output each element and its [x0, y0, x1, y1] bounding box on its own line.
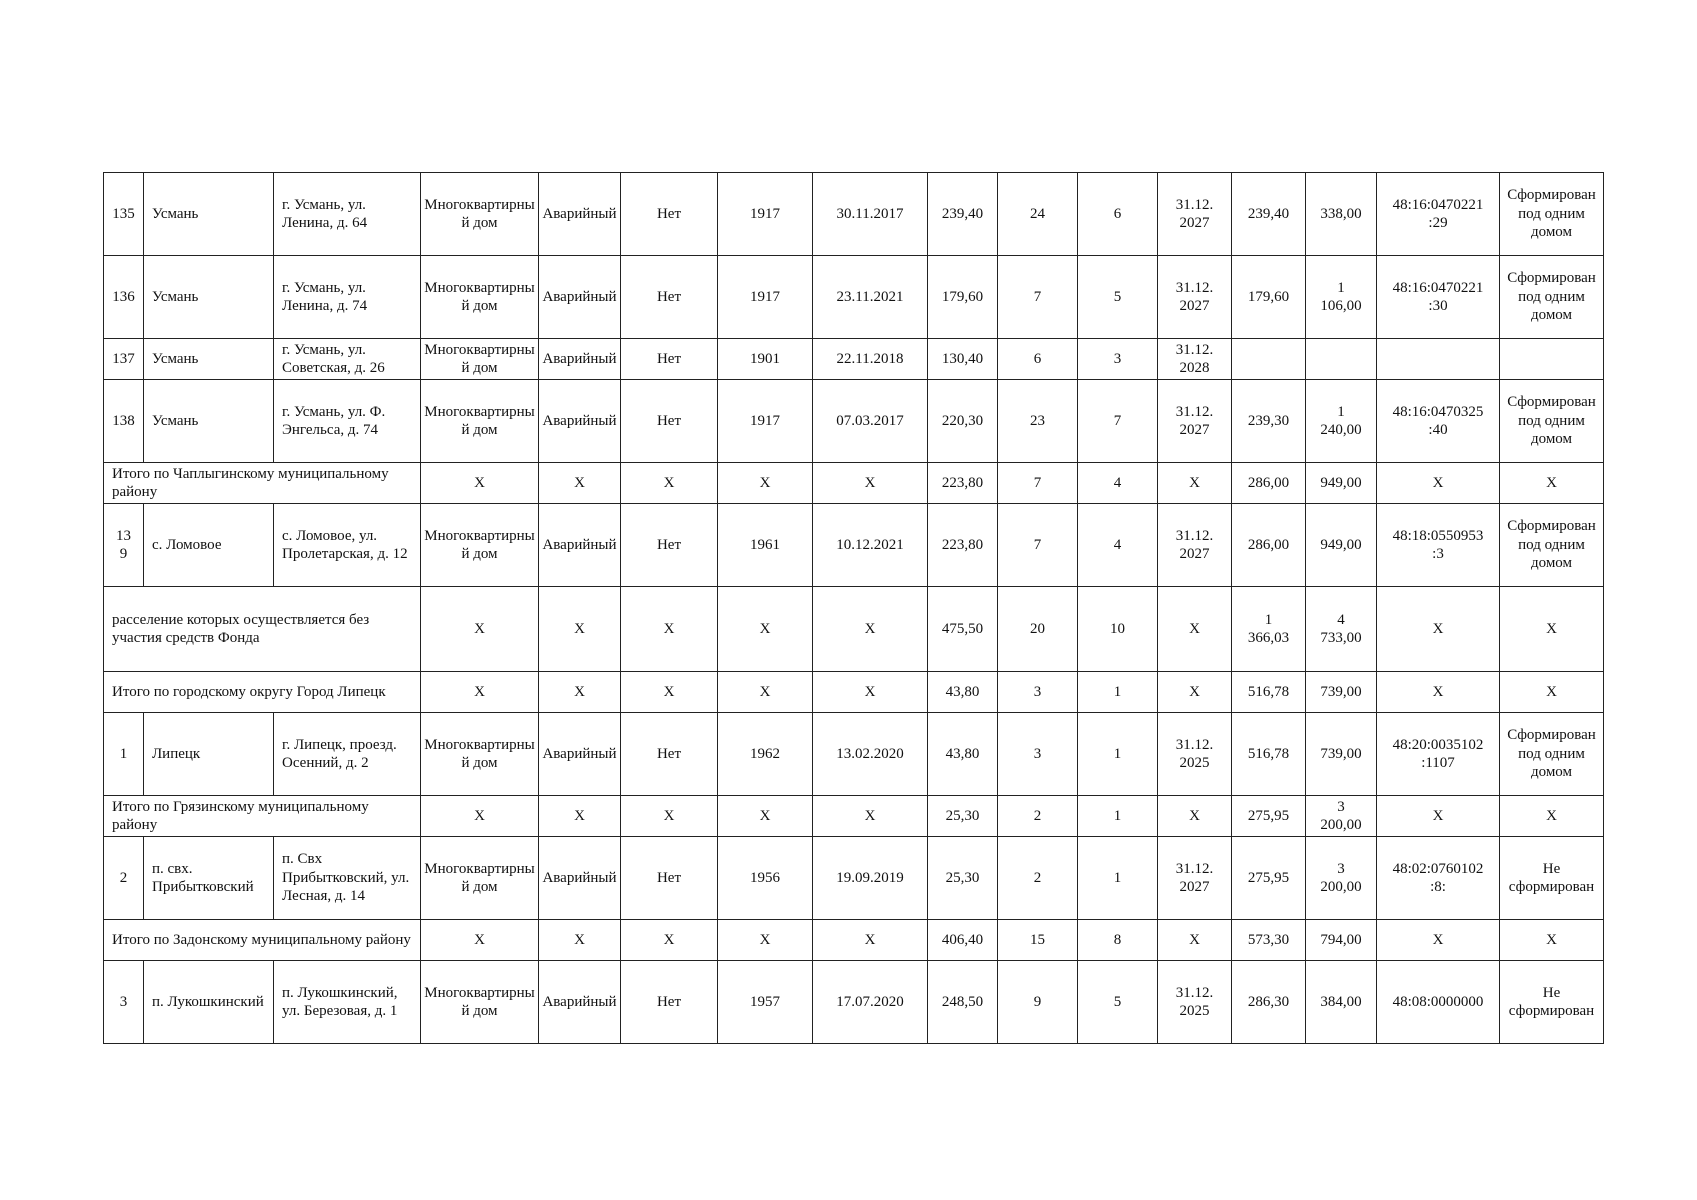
- cell-cadastre: 48:16:0470221 :29: [1377, 173, 1500, 256]
- cell-cadastre: X: [1377, 587, 1500, 672]
- cell-deadline: X: [1158, 796, 1232, 837]
- table-row: [104, 256, 1604, 339]
- cell-house-type: Многоквартирный дом: [421, 961, 539, 1044]
- cell-deadline: X: [1158, 587, 1232, 672]
- cell-date: 22.11.2018: [813, 339, 928, 380]
- cell-area: 25,30: [928, 837, 998, 920]
- total-label: Итого по Задонскому муниципальному району: [104, 920, 421, 961]
- cell-rooms: 5: [1078, 256, 1158, 339]
- cell-area: 43,80: [928, 713, 998, 796]
- cell-deadline: 31.12. 2028: [1158, 339, 1232, 380]
- cell-address: г. Усмань, ул. Ленина, д. 74: [274, 256, 421, 339]
- cell-deadline: 31.12. 2027: [1158, 173, 1232, 256]
- cell-house-type: Многоквартирный дом: [421, 339, 539, 380]
- cell-settlement: Усмань: [144, 380, 274, 463]
- cell-number: 3: [104, 961, 144, 1044]
- cell-settlement: Усмань: [144, 256, 274, 339]
- cell-address: г. Усмань, ул. Ф. Энгельса, д. 74: [274, 380, 421, 463]
- cell-date: 10.12.2021: [813, 504, 928, 587]
- cell-flag: Нет: [621, 173, 718, 256]
- cell-condition: Аварийный: [539, 837, 621, 920]
- cell-status: X: [1500, 796, 1604, 837]
- cell-people: 7: [998, 463, 1078, 504]
- cell-x: X: [421, 587, 539, 672]
- cell-cadastre: X: [1377, 920, 1500, 961]
- cell-x: X: [421, 796, 539, 837]
- cell-area2: 179,60: [1232, 256, 1306, 339]
- cell-flag: Нет: [621, 339, 718, 380]
- cell-flag: Нет: [621, 837, 718, 920]
- cell-settlement: с. Ломовое: [144, 504, 274, 587]
- total-row: [104, 796, 1604, 837]
- cell-year: 1957: [718, 961, 813, 1044]
- cell-people: 7: [998, 504, 1078, 587]
- cell-area2: 516,78: [1232, 672, 1306, 713]
- cell-date: 13.02.2020: [813, 713, 928, 796]
- table-body: [104, 173, 1604, 1044]
- cell-condition: Аварийный: [539, 339, 621, 380]
- cell-house-type: Многоквартирный дом: [421, 713, 539, 796]
- cell-status: X: [1500, 463, 1604, 504]
- total-row: [104, 672, 1604, 713]
- cell-year: 1917: [718, 173, 813, 256]
- cell-condition: Аварийный: [539, 173, 621, 256]
- cell-settlement: Усмань: [144, 173, 274, 256]
- cell-settlement: п. Лукошкинский: [144, 961, 274, 1044]
- cell-x: X: [539, 920, 621, 961]
- total-label: Итого по городскому округу Город Липецк: [104, 672, 421, 713]
- cell-status: X: [1500, 587, 1604, 672]
- cell-cost: 1 240,00: [1306, 380, 1377, 463]
- cell-area2: 275,95: [1232, 837, 1306, 920]
- cell-x: X: [813, 463, 928, 504]
- cell-date: 17.07.2020: [813, 961, 928, 1044]
- cell-settlement: Усмань: [144, 339, 274, 380]
- cell-x: X: [621, 672, 718, 713]
- cell-flag: Нет: [621, 256, 718, 339]
- cell-cadastre: X: [1377, 796, 1500, 837]
- cell-address: г. Усмань, ул. Ленина, д. 64: [274, 173, 421, 256]
- cell-deadline: 31.12. 2027: [1158, 256, 1232, 339]
- cell-people: 24: [998, 173, 1078, 256]
- cell-cadastre: 48:08:0000000: [1377, 961, 1500, 1044]
- cell-rooms: 8: [1078, 920, 1158, 961]
- cell-area: 179,60: [928, 256, 998, 339]
- cell-x: X: [539, 796, 621, 837]
- cell-flag: Нет: [621, 961, 718, 1044]
- cell-x: X: [718, 672, 813, 713]
- cell-address: п. Лукошкинский, ул. Березовая, д. 1: [274, 961, 421, 1044]
- cell-area2: 286,30: [1232, 961, 1306, 1044]
- cell-x: X: [621, 463, 718, 504]
- cell-area2: 516,78: [1232, 713, 1306, 796]
- cell-year: 1901: [718, 339, 813, 380]
- cell-area: 130,40: [928, 339, 998, 380]
- cell-number: 136: [104, 256, 144, 339]
- table-row: [104, 713, 1604, 796]
- cell-x: X: [539, 463, 621, 504]
- cell-condition: Аварийный: [539, 961, 621, 1044]
- cell-area2: 239,30: [1232, 380, 1306, 463]
- cell-cost: 794,00: [1306, 920, 1377, 961]
- total-row: [104, 463, 1604, 504]
- cell-people: 2: [998, 837, 1078, 920]
- cell-area: 220,30: [928, 380, 998, 463]
- total-row: [104, 587, 1604, 672]
- cell-year: 1962: [718, 713, 813, 796]
- cell-year: 1961: [718, 504, 813, 587]
- cell-date: 07.03.2017: [813, 380, 928, 463]
- cell-x: X: [813, 796, 928, 837]
- cell-address: с. Ломовое, ул. Пролетарская, д. 12: [274, 504, 421, 587]
- cell-condition: Аварийный: [539, 504, 621, 587]
- total-label: расселение которых осуществляется без участия средств Фонда: [104, 587, 421, 672]
- cell-people: 7: [998, 256, 1078, 339]
- cell-status: Сформирован под одним домом: [1500, 173, 1604, 256]
- cell-area: 223,80: [928, 463, 998, 504]
- cell-rooms: 10: [1078, 587, 1158, 672]
- total-row: [104, 920, 1604, 961]
- cell-deadline: X: [1158, 920, 1232, 961]
- cell-status: Не сформирован: [1500, 961, 1604, 1044]
- table-row: [104, 837, 1604, 920]
- cell-x: X: [421, 463, 539, 504]
- cell-year: 1956: [718, 837, 813, 920]
- cell-date: 19.09.2019: [813, 837, 928, 920]
- cell-house-type: Многоквартирный дом: [421, 173, 539, 256]
- cell-cost: 338,00: [1306, 173, 1377, 256]
- cell-people: 23: [998, 380, 1078, 463]
- cell-cadastre: X: [1377, 672, 1500, 713]
- cell-x: X: [718, 463, 813, 504]
- cell-condition: Аварийный: [539, 380, 621, 463]
- table-row: [104, 961, 1604, 1044]
- cell-area: 25,30: [928, 796, 998, 837]
- cell-deadline: X: [1158, 463, 1232, 504]
- cell-flag: Нет: [621, 380, 718, 463]
- cell-cost: 384,00: [1306, 961, 1377, 1044]
- cell-house-type: Многоквартирный дом: [421, 380, 539, 463]
- cell-area2: 275,95: [1232, 796, 1306, 837]
- cell-cadastre: 48:16:0470325 :40: [1377, 380, 1500, 463]
- cell-people: 3: [998, 672, 1078, 713]
- cell-deadline: 31.12. 2025: [1158, 961, 1232, 1044]
- cell-cost: 739,00: [1306, 672, 1377, 713]
- cell-year: 1917: [718, 256, 813, 339]
- cell-address: п. Свх Прибытковский, ул. Лесная, д. 14: [274, 837, 421, 920]
- cell-number: 138: [104, 380, 144, 463]
- cell-number: 13 9: [104, 504, 144, 587]
- cell-settlement: п. свх. Прибытковский: [144, 837, 274, 920]
- cell-status: Сформирован под одним домом: [1500, 380, 1604, 463]
- cell-x: X: [539, 587, 621, 672]
- cell-deadline: 31.12. 2027: [1158, 380, 1232, 463]
- cell-area2: 286,00: [1232, 463, 1306, 504]
- emergency-housing-table: [103, 172, 1604, 1044]
- table-row: [104, 380, 1604, 463]
- cell-x: X: [621, 796, 718, 837]
- cell-address: г. Липецк, проезд. Осенний, д. 2: [274, 713, 421, 796]
- cell-area2: [1232, 339, 1306, 380]
- cell-people: 9: [998, 961, 1078, 1044]
- cell-cadastre: [1377, 339, 1500, 380]
- cell-cost: 739,00: [1306, 713, 1377, 796]
- cell-rooms: 1: [1078, 796, 1158, 837]
- cell-cadastre: 48:16:0470221 :30: [1377, 256, 1500, 339]
- cell-people: 3: [998, 713, 1078, 796]
- cell-house-type: Многоквартирный дом: [421, 504, 539, 587]
- cell-area: 248,50: [928, 961, 998, 1044]
- cell-area2: 239,40: [1232, 173, 1306, 256]
- cell-cost: 1 106,00: [1306, 256, 1377, 339]
- cell-rooms: 7: [1078, 380, 1158, 463]
- cell-cost: 949,00: [1306, 463, 1377, 504]
- cell-rooms: 5: [1078, 961, 1158, 1044]
- cell-people: 2: [998, 796, 1078, 837]
- cell-deadline: 31.12. 2027: [1158, 504, 1232, 587]
- cell-number: 1: [104, 713, 144, 796]
- cell-status: Сформирован под одним домом: [1500, 504, 1604, 587]
- cell-rooms: 1: [1078, 672, 1158, 713]
- cell-status: Сформирован под одним домом: [1500, 256, 1604, 339]
- cell-x: X: [421, 920, 539, 961]
- cell-x: X: [621, 587, 718, 672]
- cell-rooms: 3: [1078, 339, 1158, 380]
- total-label: Итого по Чаплыгинскому муниципальному району: [104, 463, 421, 504]
- cell-people: 15: [998, 920, 1078, 961]
- cell-deadline: 31.12. 2027: [1158, 837, 1232, 920]
- cell-x: X: [621, 920, 718, 961]
- cell-status: X: [1500, 672, 1604, 713]
- cell-cost: [1306, 339, 1377, 380]
- cell-address: г. Усмань, ул. Советская, д. 26: [274, 339, 421, 380]
- cell-area2: 573,30: [1232, 920, 1306, 961]
- cell-area2: 1 366,03: [1232, 587, 1306, 672]
- cell-area: 475,50: [928, 587, 998, 672]
- cell-house-type: Многоквартирный дом: [421, 256, 539, 339]
- cell-condition: Аварийный: [539, 256, 621, 339]
- cell-cadastre: 48:02:0760102 :8:: [1377, 837, 1500, 920]
- cell-cost: 949,00: [1306, 504, 1377, 587]
- cell-cadastre: 48:18:0550953 :3: [1377, 504, 1500, 587]
- table-row: [104, 339, 1604, 380]
- cell-cost: 3 200,00: [1306, 837, 1377, 920]
- cell-number: 137: [104, 339, 144, 380]
- cell-area: 239,40: [928, 173, 998, 256]
- cell-x: X: [718, 796, 813, 837]
- cell-year: 1917: [718, 380, 813, 463]
- cell-rooms: 1: [1078, 837, 1158, 920]
- cell-number: 2: [104, 837, 144, 920]
- cell-deadline: 31.12. 2025: [1158, 713, 1232, 796]
- cell-rooms: 4: [1078, 463, 1158, 504]
- cell-rooms: 4: [1078, 504, 1158, 587]
- cell-area: 223,80: [928, 504, 998, 587]
- cell-rooms: 6: [1078, 173, 1158, 256]
- cell-cadastre: 48:20:0035102 :1107: [1377, 713, 1500, 796]
- cell-status: Сформирован под одним домом: [1500, 713, 1604, 796]
- table-row: [104, 173, 1604, 256]
- cell-cadastre: X: [1377, 463, 1500, 504]
- cell-x: X: [718, 587, 813, 672]
- cell-x: X: [813, 672, 928, 713]
- cell-condition: Аварийный: [539, 713, 621, 796]
- cell-settlement: Липецк: [144, 713, 274, 796]
- cell-x: X: [421, 672, 539, 713]
- cell-x: X: [813, 587, 928, 672]
- cell-flag: Нет: [621, 504, 718, 587]
- cell-area: 406,40: [928, 920, 998, 961]
- cell-cost: 3 200,00: [1306, 796, 1377, 837]
- cell-date: 30.11.2017: [813, 173, 928, 256]
- cell-rooms: 1: [1078, 713, 1158, 796]
- cell-status: X: [1500, 920, 1604, 961]
- cell-house-type: Многоквартирный дом: [421, 837, 539, 920]
- cell-x: X: [718, 920, 813, 961]
- cell-area: 43,80: [928, 672, 998, 713]
- cell-x: X: [539, 672, 621, 713]
- cell-number: 135: [104, 173, 144, 256]
- table-row: [104, 504, 1604, 587]
- cell-flag: Нет: [621, 713, 718, 796]
- cell-cost: 4 733,00: [1306, 587, 1377, 672]
- cell-people: 20: [998, 587, 1078, 672]
- document-page: [103, 172, 1603, 1044]
- cell-area2: 286,00: [1232, 504, 1306, 587]
- cell-status: Не сформирован: [1500, 837, 1604, 920]
- cell-date: 23.11.2021: [813, 256, 928, 339]
- cell-deadline: X: [1158, 672, 1232, 713]
- total-label: Итого по Грязинскому муниципальному району: [104, 796, 421, 837]
- cell-status: [1500, 339, 1604, 380]
- cell-x: X: [813, 920, 928, 961]
- cell-people: 6: [998, 339, 1078, 380]
